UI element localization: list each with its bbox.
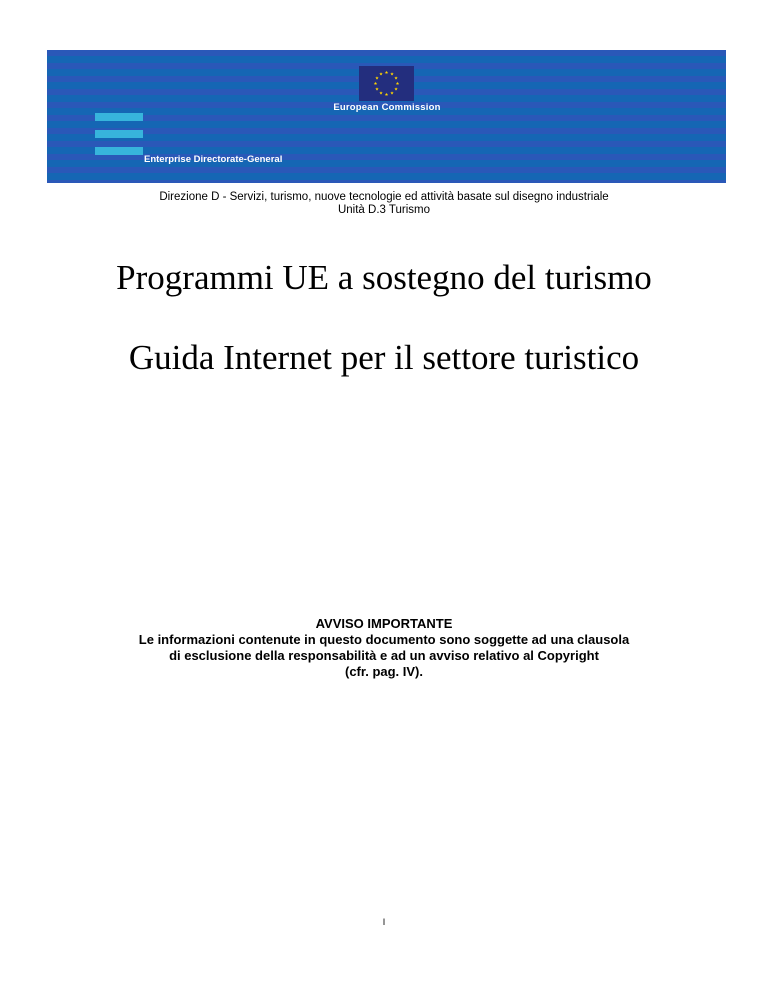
document-subtitle: Guida Internet per il settore turistico bbox=[128, 338, 640, 377]
notice-line: Le informazioni contenute in questo documento sono soggette ad una clausola bbox=[138, 632, 630, 647]
flag-star bbox=[396, 82, 399, 85]
logo-bar bbox=[95, 130, 143, 138]
flag-star bbox=[379, 72, 382, 75]
flag-star bbox=[375, 87, 378, 90]
eu-flag-icon bbox=[359, 66, 414, 101]
flag-star bbox=[390, 72, 393, 75]
flag-star bbox=[385, 71, 388, 74]
logo-bar bbox=[95, 113, 143, 121]
important-notice bbox=[0, 616, 768, 680]
flag-star bbox=[375, 76, 378, 79]
banner-subtitle: Enterprise Directorate-General bbox=[144, 154, 283, 165]
directorate-header bbox=[0, 191, 768, 217]
flag-star bbox=[385, 93, 388, 96]
ec-banner bbox=[47, 50, 726, 183]
unit-name: Unità D.3 Turismo bbox=[337, 204, 431, 216]
document-title: Programmi UE a sostegno del turismo bbox=[116, 258, 652, 297]
flag-star bbox=[374, 82, 377, 85]
flag-star bbox=[394, 76, 397, 79]
flag-star bbox=[379, 91, 382, 94]
flag-star bbox=[394, 87, 397, 90]
notice-heading: AVVISO IMPORTANTE bbox=[315, 616, 453, 631]
page-number: I bbox=[382, 917, 386, 927]
flag-star bbox=[390, 91, 393, 94]
directorate-name: Direzione D - Servizi, turismo, nuove tecnologie ed attività basate sul disegno industriale bbox=[159, 191, 609, 203]
notice-line: di esclusione della responsabilità e ad un avviso relativo al Copyright bbox=[169, 648, 599, 663]
logo-bar bbox=[95, 147, 143, 155]
notice-line: (cfr. pag. IV). bbox=[344, 664, 423, 679]
banner-title: European Commission bbox=[333, 102, 441, 113]
logo-bars bbox=[95, 113, 143, 164]
